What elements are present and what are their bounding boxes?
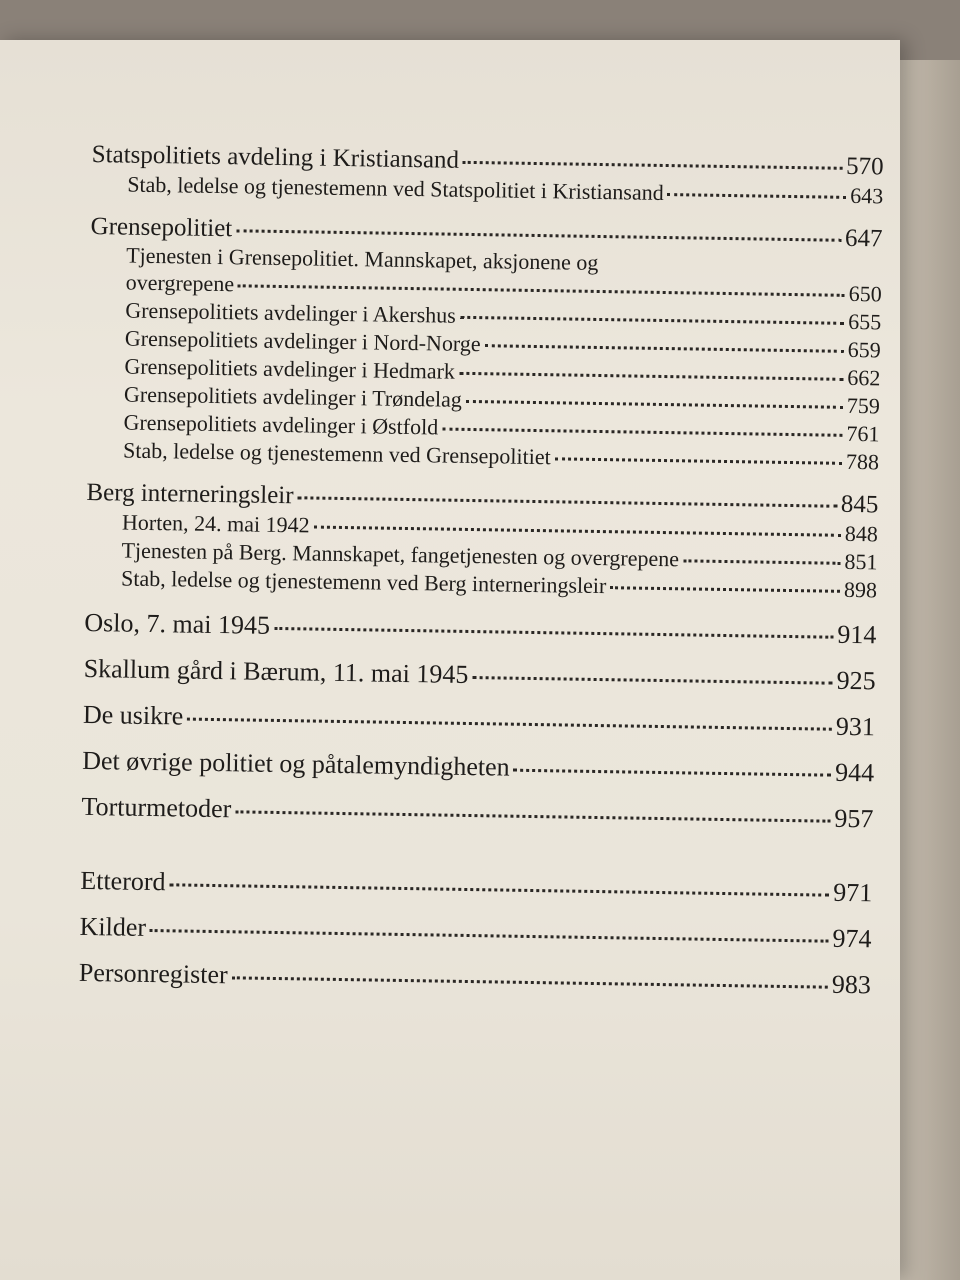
toc-subentry-page: 662 bbox=[847, 364, 881, 391]
toc-subentry-title: Stab, ledelse og tjenestemenn ved Grensepolitiet bbox=[122, 437, 551, 470]
toc-subentry-page: 898 bbox=[843, 576, 878, 603]
toc-entry-title: Grensepolitiet bbox=[90, 212, 233, 243]
leader-dots bbox=[187, 714, 832, 731]
toc-entry-title: Berg interneringsleir bbox=[86, 478, 294, 510]
toc-subentry-title: Grensepolitiets avdelinger i Akershus bbox=[125, 297, 457, 328]
toc-entry-page: 971 bbox=[833, 877, 873, 908]
leader-dots bbox=[442, 424, 842, 437]
toc-entry-title: Det øvrige politiet og påtalemyndigheten bbox=[82, 745, 510, 782]
leader-dots bbox=[485, 340, 844, 353]
toc-subentry-title: Grensepolitiets avdelinger i Hedmark bbox=[124, 353, 456, 384]
toc-subentry-title: Grensepolitiets avdelinger i Nord-Norge bbox=[124, 325, 481, 357]
toc-entry-title: Oslo, 7. mai 1945 bbox=[84, 607, 271, 640]
leader-dots bbox=[472, 672, 832, 685]
toc-subentry-page: 788 bbox=[845, 448, 880, 475]
leader-dots bbox=[460, 312, 845, 325]
toc-entry-page: 983 bbox=[831, 969, 872, 1000]
toc-chapters bbox=[81, 606, 876, 836]
toc-section bbox=[91, 140, 884, 210]
toc-entry-page: 944 bbox=[834, 757, 875, 788]
toc-subentry-page: 659 bbox=[847, 336, 881, 363]
toc-subentry-title: overgrepene bbox=[125, 269, 235, 297]
toc-subentry-title-line1: Tjenesten i Grensepolitiet. Mannskapet, aksjonene og bbox=[126, 242, 599, 275]
leader-dots bbox=[298, 492, 837, 507]
leader-dots bbox=[232, 972, 828, 988]
leader-dots bbox=[463, 157, 842, 170]
toc-section bbox=[87, 212, 883, 476]
toc-subentry-page: 643 bbox=[850, 182, 884, 209]
leader-dots bbox=[610, 582, 840, 593]
toc-entry-page: 974 bbox=[832, 923, 872, 954]
table-of-contents bbox=[78, 140, 883, 1016]
toc-entry-title: Personregister bbox=[78, 957, 228, 990]
leader-dots bbox=[459, 368, 844, 381]
toc-entry bbox=[84, 606, 876, 652]
leader-dots bbox=[236, 225, 841, 241]
toc-entry bbox=[79, 956, 871, 1002]
toc-entry bbox=[80, 864, 872, 910]
toc-subentry-page: 851 bbox=[844, 548, 878, 575]
toc-entry-page: 845 bbox=[840, 490, 879, 519]
toc-entry-title: De usikre bbox=[82, 699, 184, 731]
toc-entry-page: 925 bbox=[836, 665, 876, 696]
toc-entry bbox=[81, 790, 873, 836]
toc-subentry-title: Horten, 24. mai 1942 bbox=[121, 509, 310, 538]
toc-subentry-page: 650 bbox=[848, 280, 882, 307]
leader-dots bbox=[235, 806, 830, 822]
toc-subentry-page: 655 bbox=[848, 308, 882, 335]
leader-dots bbox=[169, 879, 829, 896]
leader-dots bbox=[668, 189, 847, 199]
toc-entry-page: 647 bbox=[844, 224, 883, 253]
toc-appendix bbox=[79, 864, 873, 1002]
leader-dots bbox=[314, 522, 841, 537]
toc-entry bbox=[83, 652, 875, 698]
leader-dots bbox=[466, 396, 843, 409]
toc-entry bbox=[82, 744, 874, 790]
toc-entry bbox=[79, 910, 871, 956]
toc-subentry-title: Tjenesten på Berg. Mannskapet, fangetjenesten og overgrepene bbox=[121, 537, 680, 572]
toc-section bbox=[85, 478, 879, 604]
toc-entry-title: Torturmetoder bbox=[81, 791, 232, 824]
leader-dots bbox=[555, 453, 842, 465]
toc-subentry-title: Stab, ledelse og tjenestemenn ved Berg interneringsleir bbox=[120, 565, 607, 599]
toc-entry-page: 957 bbox=[834, 803, 874, 834]
leader-dots bbox=[150, 925, 829, 943]
toc-subentry-page: 761 bbox=[846, 420, 880, 447]
toc-entry-title: Skallum gård i Bærum, 11. mai 1945 bbox=[83, 653, 469, 689]
toc-entry-title: Kilder bbox=[79, 911, 147, 942]
leader-dots bbox=[238, 280, 845, 297]
toc-entry-page: 931 bbox=[835, 711, 876, 742]
toc-subentry-page: 759 bbox=[846, 392, 881, 419]
toc-entry-title: Statspolitiets avdeling i Kristiansand bbox=[91, 140, 460, 174]
toc-entry-page: 570 bbox=[845, 152, 884, 181]
leader-dots bbox=[514, 765, 832, 777]
toc-subentry-page: 848 bbox=[844, 520, 879, 547]
toc-subentry-title: Grensepolitiets avdelinger i Østfold bbox=[123, 409, 439, 440]
leader-dots bbox=[274, 623, 833, 639]
toc-subentry-title: Grensepolitiets avdelinger i Trøndelag bbox=[123, 381, 463, 412]
toc-entry-page: 914 bbox=[837, 619, 877, 650]
leader-dots bbox=[683, 555, 841, 564]
toc-entry bbox=[83, 698, 875, 744]
toc-entry-title: Etterord bbox=[80, 865, 166, 897]
toc-subentry-title: Stab, ledelse og tjenestemenn ved Statspolitiet i Kristiansand bbox=[127, 171, 664, 205]
